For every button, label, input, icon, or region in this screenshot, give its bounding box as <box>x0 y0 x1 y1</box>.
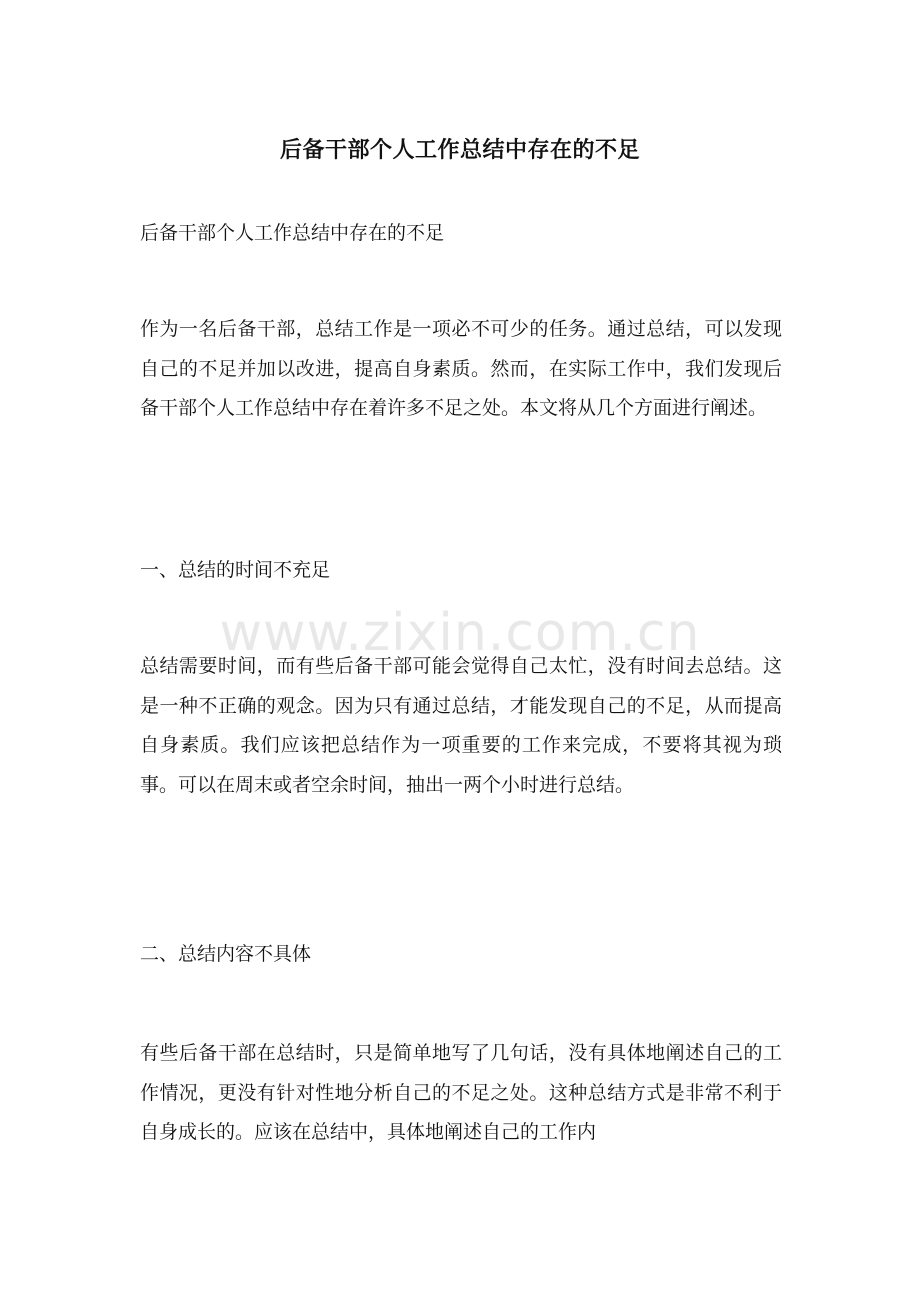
document-title: 后备干部个人工作总结中存在的不足 <box>279 137 640 163</box>
section-1-paragraph: 总结需要时间，而有些后备干部可能会觉得自己太忙，没有时间去总结。这是一种不正确的观念。因为只有通过总结，才能发现自己的不足，从而提高自身素质。我们应该把总结作为一项重要的工作来完成，不要将其视为琐事。可以在周末或者空余时间，抽出一两个小时进行总结。 <box>140 655 782 796</box>
intro-paragraph: 作为一名后备干部，总结工作是一项必不可少的任务。通过总结，可以发现自己的不足并加以改进，提高自身素质。然而，在实际工作中，我们发现后备干部个人工作总结中存在着许多不足之处。本文将从几个方面进行阐述。 <box>140 318 782 419</box>
section-2-paragraph: 有些后备干部在总结时，只是简单地写了几句话，没有具体地阐述自己的工作情况，更没有针对性地分析自己的不足之处。这种总结方式是非常不利于自身成长的。应该在总结中，具体地阐述自己的工作内 <box>140 1042 782 1143</box>
section-heading-2: 二、总结内容不具体 <box>140 943 312 965</box>
site-watermark: www.zixin.com.cn <box>219 603 701 663</box>
section-heading-1: 一、总结的时间不充足 <box>140 559 331 581</box>
document-subtitle: 后备干部个人工作总结中存在的不足 <box>140 222 445 244</box>
